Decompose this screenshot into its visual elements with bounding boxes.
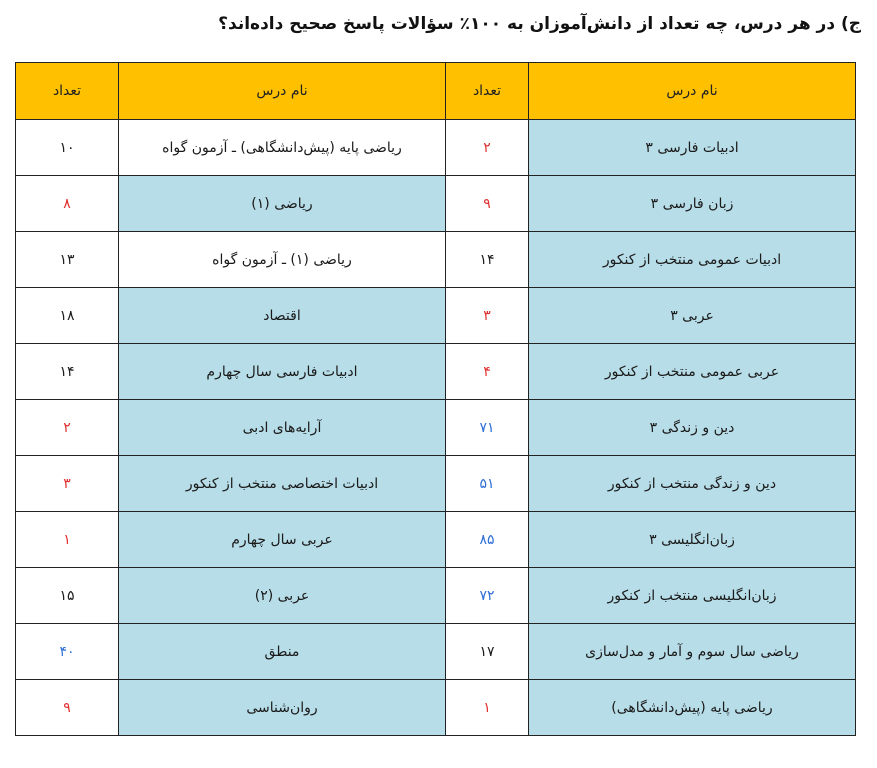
subject-cell: اقتصاد	[119, 288, 446, 344]
count-cell: ۴۰	[16, 624, 119, 680]
question-title: ج) در هر درس، چه تعداد از دانش‌آموزان به ۱۰۰٪ سؤالات پاسخ صحیح داده‌اند؟	[218, 14, 861, 34]
subject-cell: عربی (۲)	[119, 568, 446, 624]
subject-cell: ریاضی پایه (پیش‌دانشگاهی) ـ آزمون گواه	[119, 120, 446, 176]
count-cell: ۹	[16, 680, 119, 736]
count-cell: ۱۳	[16, 232, 119, 288]
count-cell: ۳	[16, 456, 119, 512]
subject-cell: عربی سال چهارم	[119, 512, 446, 568]
subject-cell: ریاضی (۱)	[119, 176, 446, 232]
subject-cell: منطق	[119, 624, 446, 680]
count-cell: ۱۰	[16, 120, 119, 176]
header-subject-1: نام درس	[529, 63, 856, 120]
subject-cell: دین و زندگی منتخب از کنکور	[529, 456, 856, 512]
subject-cell: ادبیات اختصاصی منتخب از کنکور	[119, 456, 446, 512]
count-cell: ۸۵	[446, 512, 529, 568]
table-row	[16, 288, 856, 344]
count-cell: ۵۱	[446, 456, 529, 512]
subject-cell: آرایه‌های ادبی	[119, 400, 446, 456]
count-cell: ۳	[446, 288, 529, 344]
count-cell: ۸	[16, 176, 119, 232]
table-row	[16, 400, 856, 456]
table-row	[16, 232, 856, 288]
count-cell: ۹	[446, 176, 529, 232]
count-cell: ۷۲	[446, 568, 529, 624]
score-table	[15, 62, 856, 736]
count-cell: ۱۷	[446, 624, 529, 680]
count-cell: ۱۴	[16, 344, 119, 400]
table-row	[16, 456, 856, 512]
subject-cell: ادبیات عمومی منتخب از کنکور	[529, 232, 856, 288]
subject-cell: عربی عمومی منتخب از کنکور	[529, 344, 856, 400]
table-row	[16, 512, 856, 568]
count-cell: ۲	[16, 400, 119, 456]
table-row	[16, 176, 856, 232]
subject-cell: دین و زندگی ۳	[529, 400, 856, 456]
header-count-2: تعداد	[16, 63, 119, 120]
subject-cell: ادبیات فارسی سال چهارم	[119, 344, 446, 400]
count-cell: ۷۱	[446, 400, 529, 456]
count-cell: ۲	[446, 120, 529, 176]
table-header-row	[16, 63, 856, 120]
table-row	[16, 344, 856, 400]
subject-cell: عربی ۳	[529, 288, 856, 344]
table-row	[16, 120, 856, 176]
count-cell: ۴	[446, 344, 529, 400]
count-cell: ۱۴	[446, 232, 529, 288]
subject-cell: زبان فارسی ۳	[529, 176, 856, 232]
header-subject-2: نام درس	[119, 63, 446, 120]
table-row	[16, 624, 856, 680]
count-cell: ۱۵	[16, 568, 119, 624]
subject-cell: ادبیات فارسی ۳	[529, 120, 856, 176]
subject-cell: ریاضی سال سوم و آمار و مدل‌سازی	[529, 624, 856, 680]
table-row	[16, 568, 856, 624]
subject-cell: زبان‌انگلیسی منتخب از کنکور	[529, 568, 856, 624]
count-cell: ۱	[16, 512, 119, 568]
count-cell: ۱	[446, 680, 529, 736]
header-count-1: تعداد	[446, 63, 529, 120]
subject-cell: روان‌شناسی	[119, 680, 446, 736]
subject-cell: زبان‌انگلیسی ۳	[529, 512, 856, 568]
table-body	[16, 120, 856, 736]
subject-cell: ریاضی پایه (پیش‌دانشگاهی)	[529, 680, 856, 736]
table-row	[16, 680, 856, 736]
count-cell: ۱۸	[16, 288, 119, 344]
subject-cell: ریاضی (۱) ـ آزمون گواه	[119, 232, 446, 288]
